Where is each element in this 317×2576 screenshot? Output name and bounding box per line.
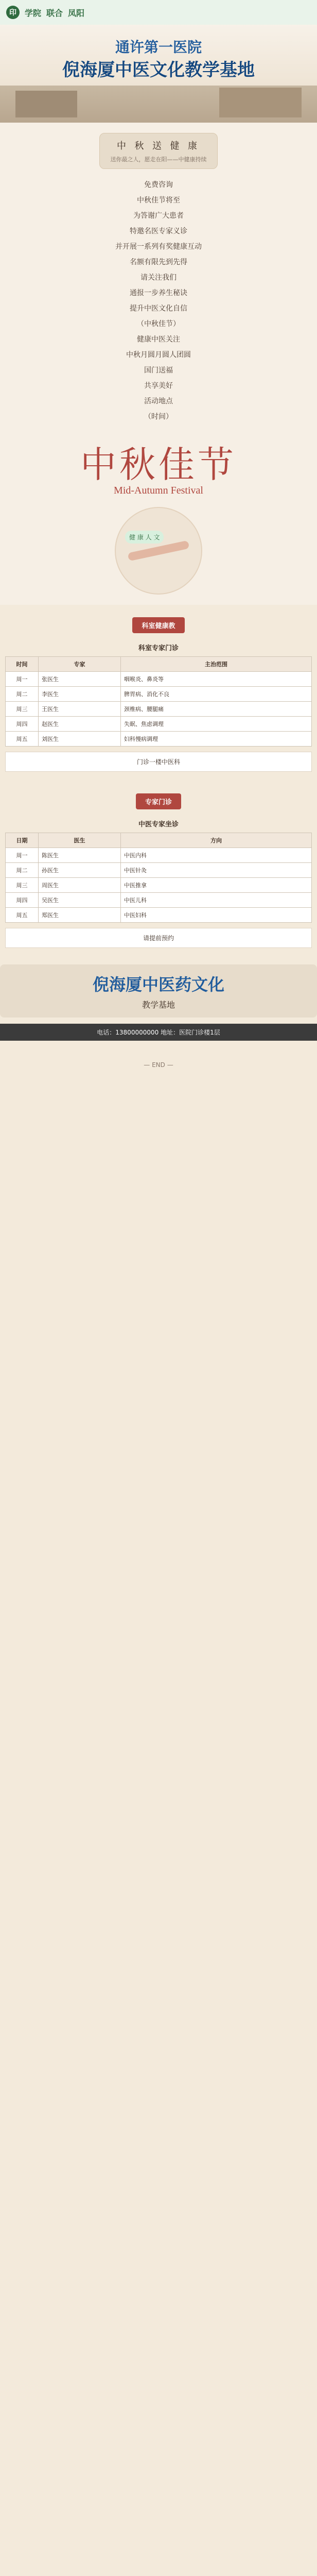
table-header: 主治范围 — [121, 657, 312, 672]
table-row — [6, 848, 312, 863]
cell: 周三 — [6, 702, 39, 717]
table-header: 专家 — [39, 657, 121, 672]
cell: 周一 — [6, 672, 39, 687]
cell: 中医儿科 — [121, 893, 312, 908]
table-row — [6, 672, 312, 687]
cell: 陈医生 — [39, 848, 121, 863]
table-header: 日期 — [6, 833, 39, 848]
line: 提升中医文化自信 — [130, 304, 187, 313]
cell: 中医妇科 — [121, 908, 312, 923]
event-subtitle: 送你最之人，愿走在阳——中健康持续 — [110, 156, 207, 163]
cell: 张医生 — [39, 672, 121, 687]
line: 国门送福 — [144, 366, 173, 375]
festival-en: Mid-Autumn Festival — [114, 485, 203, 496]
cell: 吴医生 — [39, 893, 121, 908]
brand-left: 学院 — [25, 9, 42, 18]
line: 中秋佳节将至 — [137, 196, 180, 205]
festival-block — [12, 436, 305, 497]
moon-illustration — [115, 507, 202, 595]
brand-right: 凤阳 — [68, 9, 85, 18]
hero — [0, 25, 317, 123]
cell: 咽喉炎、鼻炎等 — [121, 672, 312, 687]
cell: 中医内科 — [121, 848, 312, 863]
event-banner — [99, 133, 218, 169]
schedule-table — [5, 638, 312, 747]
table-row — [6, 702, 312, 717]
table-row — [6, 687, 312, 702]
cell: 王医生 — [39, 702, 121, 717]
line: 并开展一系列有奖健康互动 — [115, 243, 202, 251]
table-foot: 请提前预约 — [5, 928, 312, 948]
cell: 周四 — [6, 893, 39, 908]
line: 免费咨询 — [144, 181, 173, 189]
table-row — [6, 908, 312, 923]
bottom-hero — [0, 964, 317, 1018]
table-row — [6, 878, 312, 893]
line: 请关注我们 — [140, 274, 177, 282]
cell: 中医推拿 — [121, 878, 312, 893]
cell: 脾胃病、消化不良 — [121, 687, 312, 702]
bottom-sub: 教学基地 — [142, 1000, 175, 1010]
section-tag: 科室健康教 — [132, 617, 184, 633]
cell: 刘医生 — [39, 732, 121, 747]
line: 共享美好 — [144, 382, 173, 390]
brand-mid: 联合 — [46, 9, 63, 18]
line: 名额有限先到先得 — [130, 258, 187, 266]
line: 健康中医关注 — [137, 335, 180, 344]
line: （时间） — [144, 413, 173, 421]
line: 活动地点 — [144, 397, 173, 405]
cell: 郑医生 — [39, 908, 121, 923]
cell: 周二 — [6, 687, 39, 702]
cell: 失眠、焦虑调理 — [121, 717, 312, 732]
cell: 周五 — [6, 908, 39, 923]
cell: 周四 — [6, 717, 39, 732]
cell: 周医生 — [39, 878, 121, 893]
table-row — [6, 863, 312, 878]
section-1 — [0, 605, 317, 781]
cell: 周五 — [6, 732, 39, 747]
table-row — [6, 732, 312, 747]
table-header: 时间 — [6, 657, 39, 672]
section-tag: 专家门诊 — [136, 793, 181, 809]
cell: 周二 — [6, 863, 39, 878]
cell: 周一 — [6, 848, 39, 863]
brand-bar — [0, 0, 317, 25]
table-header: 医生 — [39, 833, 121, 848]
seal-icon: 印 — [6, 6, 20, 19]
table-row — [6, 717, 312, 732]
cell: 周三 — [6, 878, 39, 893]
intro-panel — [0, 123, 317, 605]
table-caption: 中医专家坐诊 — [138, 821, 179, 828]
event-heading — [12, 133, 305, 169]
line: 特邀名医专家义诊 — [130, 227, 187, 235]
cell: 妇科慢病调理 — [121, 732, 312, 747]
festival-zh: 中秋佳节 — [80, 446, 237, 485]
line: 为答谢广大患者 — [133, 212, 184, 220]
moon-caption: 健 康 人 文 — [125, 531, 164, 544]
event-lines — [12, 177, 305, 425]
section-2 — [0, 781, 317, 957]
cell: 颈椎病、腰腿痛 — [121, 702, 312, 717]
bottom-title: 倪海厦中医药文化 — [92, 975, 224, 994]
table-row — [6, 893, 312, 908]
cell: 中医针灸 — [121, 863, 312, 878]
table-foot: 门诊一楼中医科 — [5, 752, 312, 772]
cell: 孙医生 — [39, 863, 121, 878]
city-skyline — [0, 86, 317, 123]
schedule-table — [5, 815, 312, 923]
cell: 李医生 — [39, 687, 121, 702]
cell: 赵医生 — [39, 717, 121, 732]
table-header: 方向 — [121, 833, 312, 848]
end-mark: — END — — [144, 1061, 173, 1069]
hero-title-2: 倪海厦中医文化教学基地 — [62, 61, 255, 80]
event-title: 中 秋 送 健 康 — [117, 141, 200, 151]
table-caption: 科室专家门诊 — [138, 645, 179, 652]
line: 通报一步养生秘诀 — [130, 289, 187, 297]
hero-title-1: 通许第一医院 — [115, 40, 202, 56]
line: 中秋月圆月圆人团圆 — [126, 351, 191, 359]
line: （中秋佳节） — [137, 320, 180, 328]
contact-bar: 电话：13800000000 地址：医院门诊楼1层 — [0, 1024, 317, 1041]
